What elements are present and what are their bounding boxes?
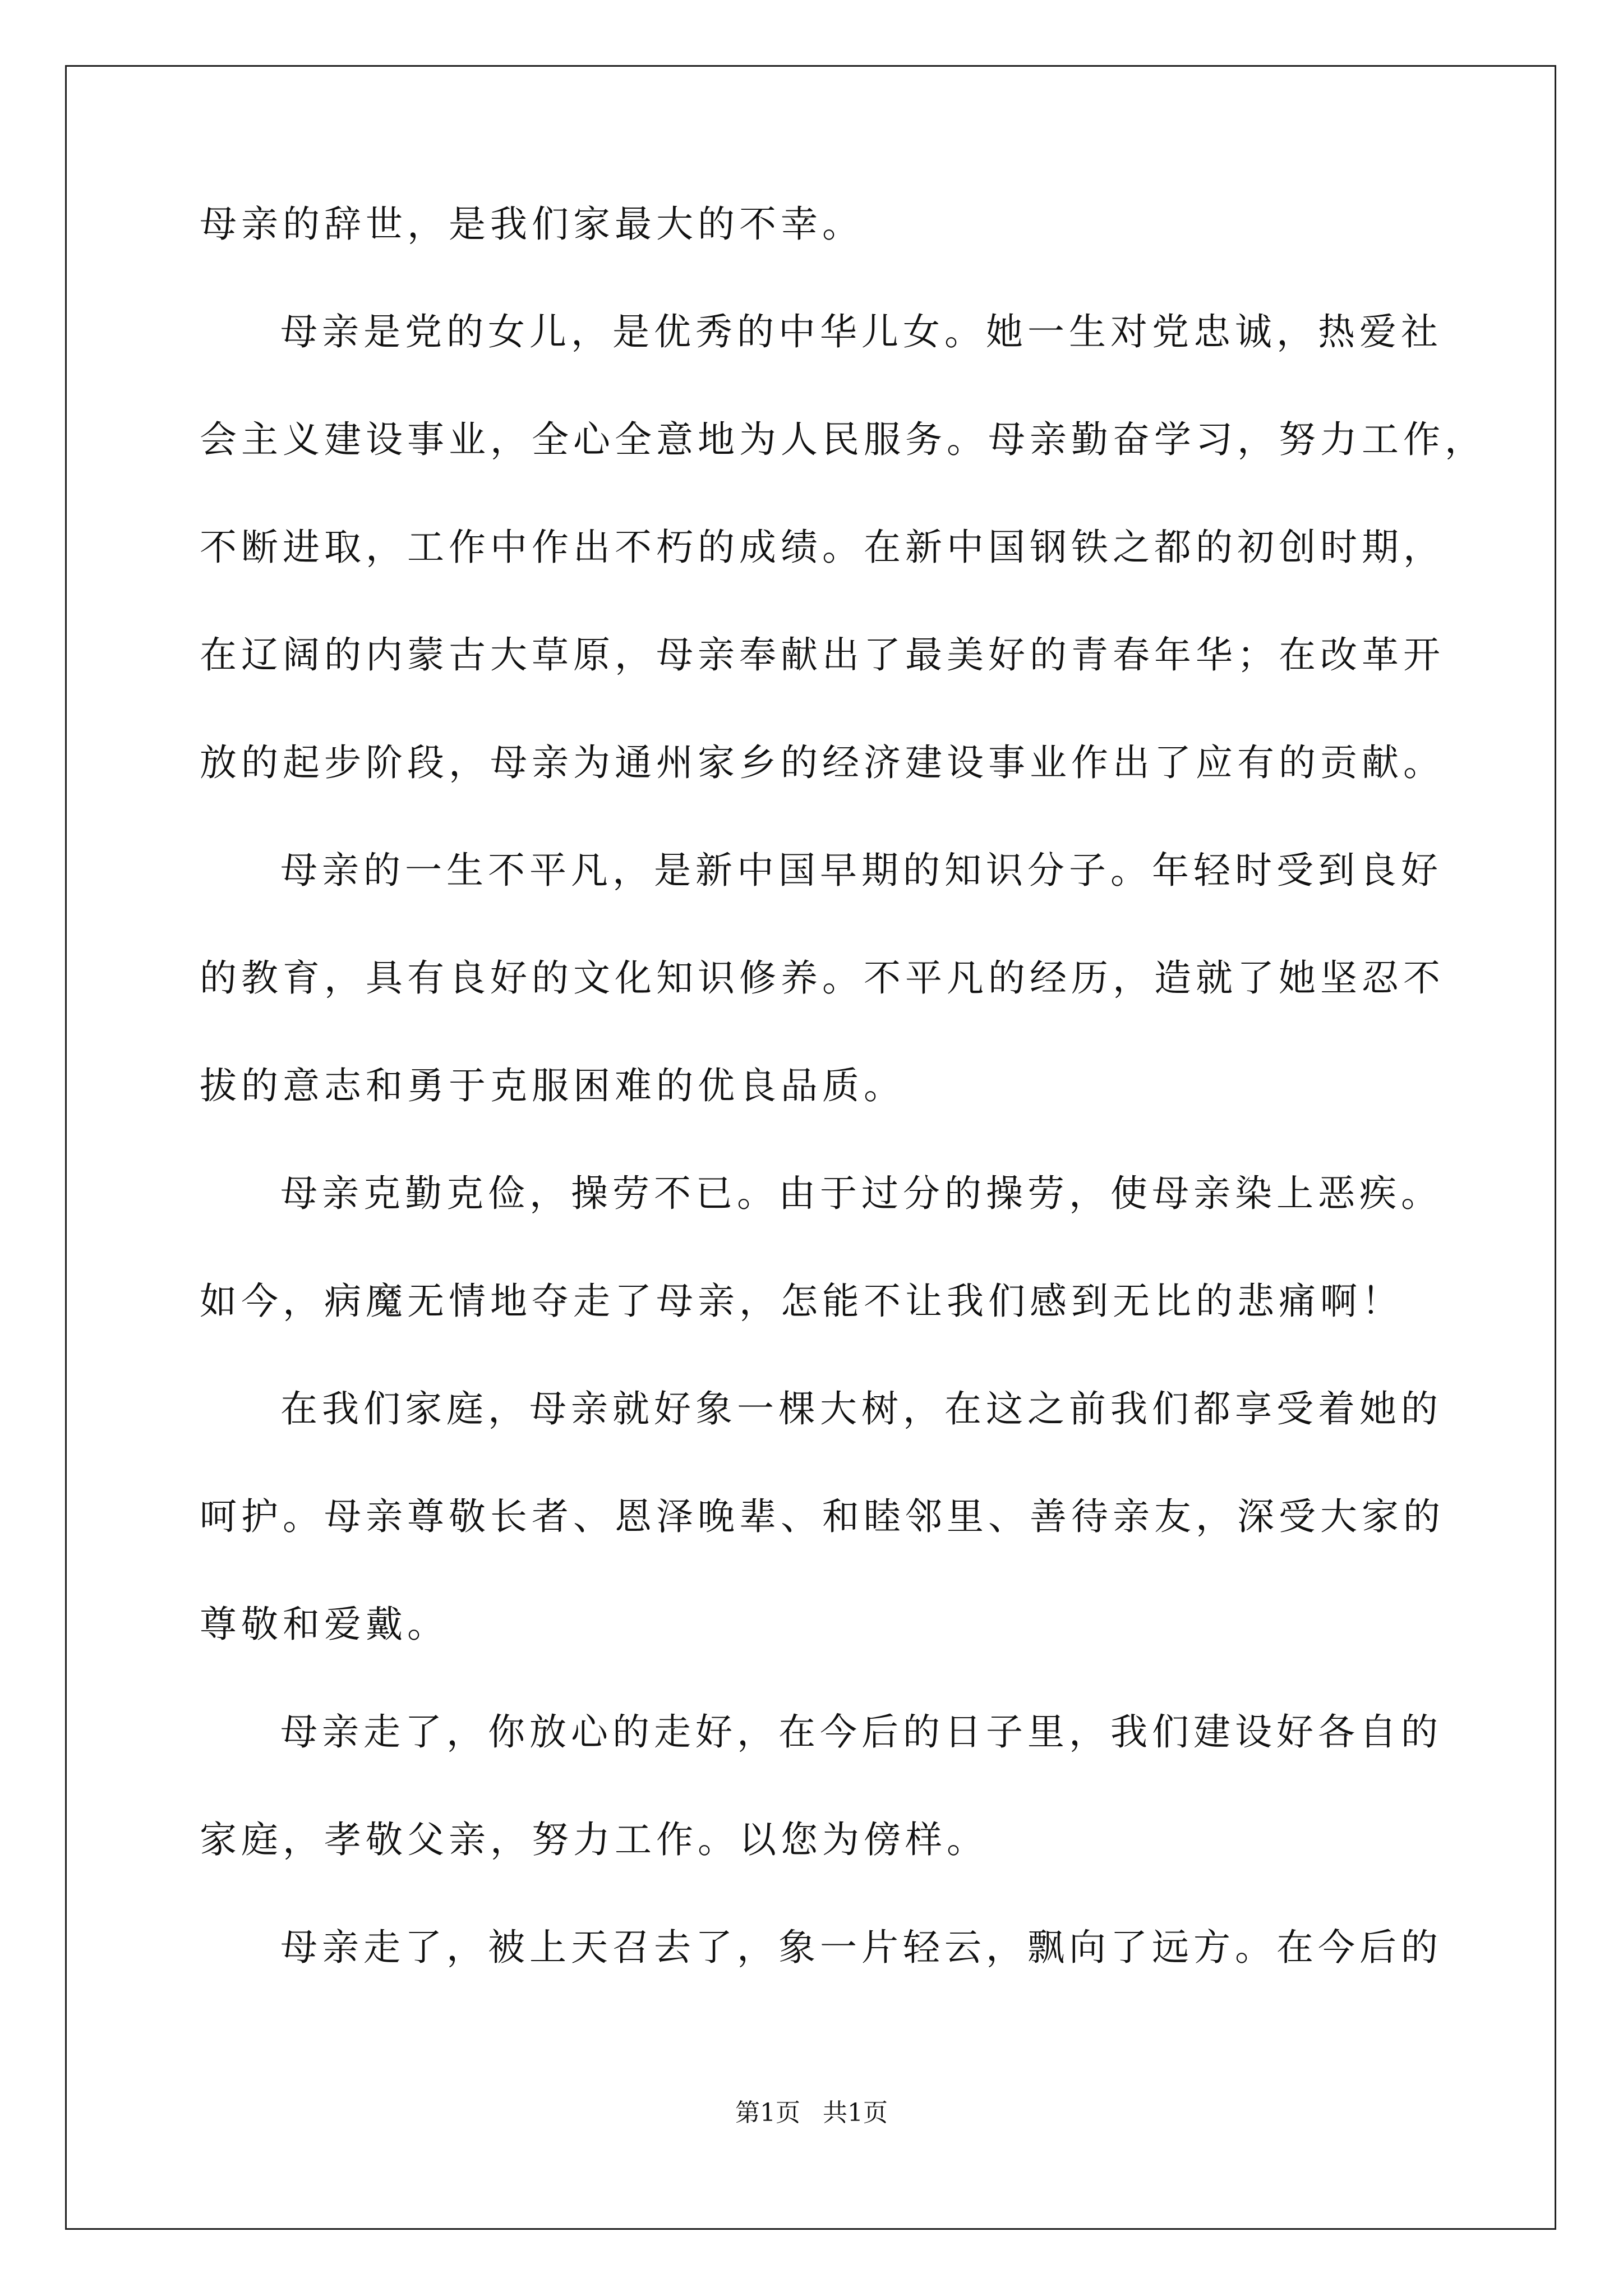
- text-line: 会主义建设事业，全心全意地为人民服务。母亲勤奋学习，努力工作，: [200, 418, 1486, 461]
- text-line: 拔的意志和勇于克服困难的优良品质。: [200, 1064, 905, 1107]
- text-line: 如今，病魔无情地夺走了母亲，怎能不让我们感到无比的悲痛啊！: [200, 1280, 1403, 1323]
- text-line: 母亲是党的女儿，是优秀的中华儿女。她一生对党忠诚，热爱社: [280, 310, 1442, 353]
- text-line: 的教育，具有良好的文化知识修养。不平凡的经历，造就了她坚忍不: [200, 956, 1445, 1000]
- text-line: 不断进取，工作中作出不朽的成绩。在新中国钢铁之都的初创时期，: [200, 526, 1445, 569]
- text-line: 在我们家庭，母亲就好象一棵大树，在这之前我们都享受着她的: [280, 1387, 1442, 1430]
- page-number: 第1页: [735, 2099, 800, 2127]
- text-line: 放的起步阶段，母亲为通州家乡的经济建设事业作出了应有的贡献。: [200, 741, 1445, 784]
- page-footer: [0, 2092, 1623, 2128]
- page-total: 共1页: [823, 2099, 888, 2127]
- text-line: 尊敬和爱戴。: [200, 1603, 449, 1646]
- text-line: 呵护。母亲尊敬长者、恩泽晚辈、和睦邻里、善待亲友，深受大家的: [200, 1495, 1445, 1538]
- text-line: 母亲的一生不平凡，是新中国早期的知识分子。年轻时受到良好: [280, 849, 1442, 892]
- text-line: 母亲的辞世，是我们家最大的不幸。: [200, 203, 864, 246]
- page-border: [65, 65, 1556, 2230]
- text-line: 在辽阔的内蒙古大草原，母亲奉献出了最美好的青春年华；在改革开: [200, 633, 1445, 677]
- text-line: 母亲走了，被上天召去了，象一片轻云，飘向了远方。在今后的: [280, 1926, 1442, 1969]
- text-line: 母亲克勤克俭，操劳不已。由于过分的操劳，使母亲染上恶疾。: [280, 1172, 1442, 1215]
- text-line: 家庭，孝敬父亲，努力工作。以您为傍样。: [200, 1818, 988, 1861]
- text-line: 母亲走了，你放心的走好，在今后的日子里，我们建设好各自的: [280, 1710, 1442, 1754]
